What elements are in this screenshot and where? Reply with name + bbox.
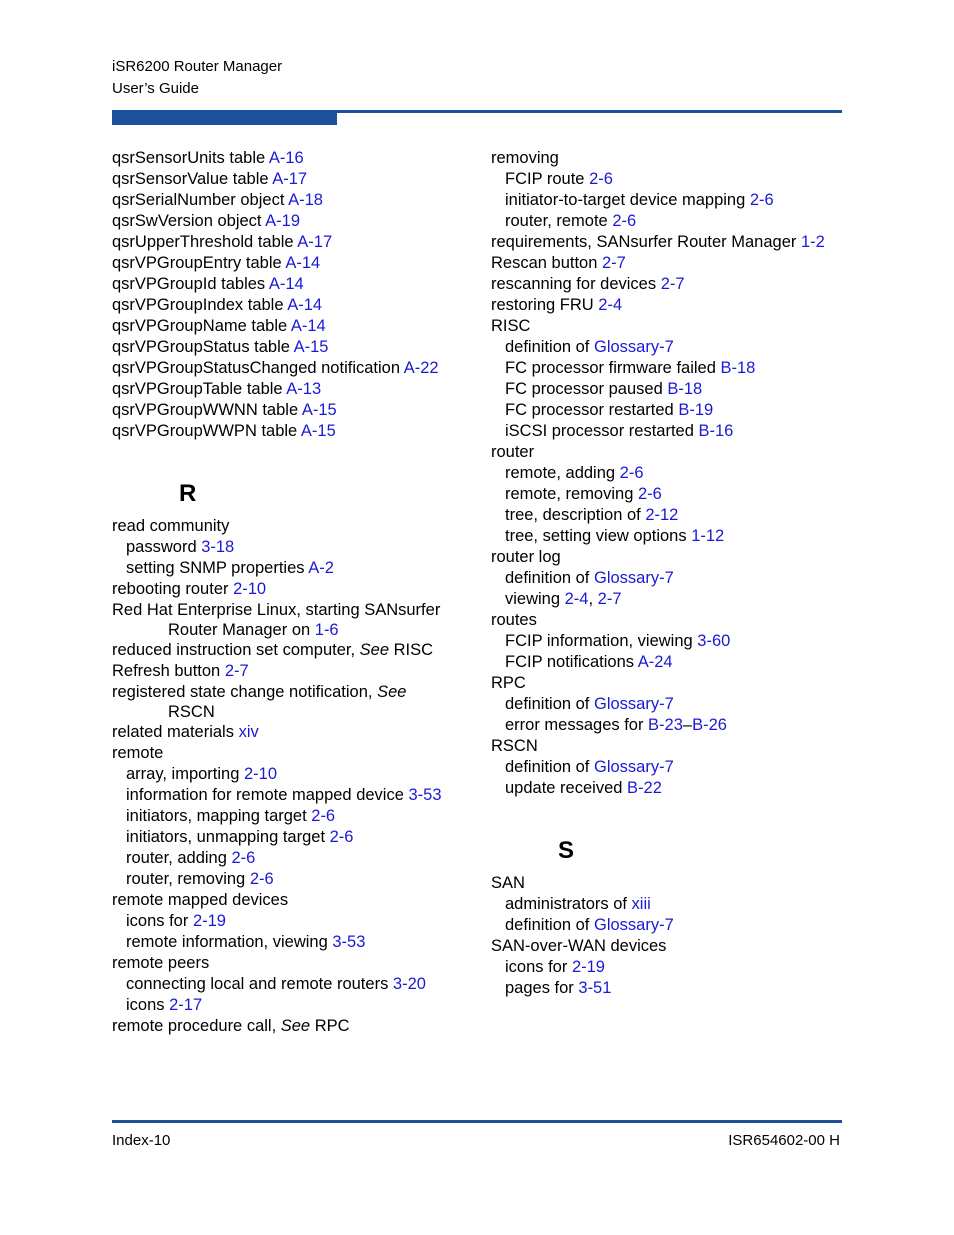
page-reference-link[interactable]: 3-53: [332, 933, 366, 951]
index-term-text: update received: [505, 779, 628, 797]
index-subentry: [491, 715, 851, 736]
index-entry: [491, 936, 851, 957]
index-subentry: [491, 978, 851, 999]
index-term-text: remote procedure call,: [112, 1017, 281, 1035]
index-entry: [112, 743, 482, 764]
header-product-name: iSR6200 Router Manager: [112, 58, 283, 75]
index-entry: [491, 736, 851, 757]
index-term-text: definition of: [505, 916, 594, 934]
index-term-text: router: [491, 443, 535, 461]
index-term-text: initiators, unmapping target: [126, 828, 330, 846]
index-entry: [112, 169, 482, 190]
index-term-text: Rescan button: [491, 254, 602, 272]
page-reference-link[interactable]: 2-17: [169, 996, 203, 1014]
section-letter-heading: R: [179, 480, 197, 507]
index-subentry: [491, 358, 851, 379]
index-term-text: initiators, mapping target: [126, 807, 312, 825]
index-term-text: qsrVPGroupName table: [112, 317, 291, 335]
index-entry: [112, 421, 482, 442]
index-term-text: remote: [112, 744, 164, 762]
index-term-text: –: [682, 716, 693, 734]
page-reference-link[interactable]: B-22: [627, 779, 662, 797]
index-entry: [112, 722, 482, 743]
page-reference-link[interactable]: B-19: [678, 401, 714, 419]
index-entry: [491, 148, 851, 169]
page-reference-link[interactable]: 2-6: [637, 485, 662, 503]
index-entry: [112, 516, 482, 537]
page-reference-link[interactable]: 2-19: [571, 958, 605, 976]
page-reference-link[interactable]: xiii: [631, 895, 651, 913]
index-subentry: [112, 911, 482, 932]
page-reference-link[interactable]: 1-6: [314, 621, 339, 639]
index-entry: [112, 890, 482, 911]
index-term-text: remote, removing: [505, 485, 638, 503]
index-term-text: viewing: [505, 590, 565, 608]
index-column-left: [112, 148, 482, 1037]
index-term-text: definition of: [505, 338, 594, 356]
index-term-text: RPC: [491, 674, 526, 692]
page-reference-link[interactable]: 2-6: [619, 464, 644, 482]
index-term-text: router, remote: [505, 212, 613, 230]
index-entry: [112, 640, 482, 661]
index-term-text: qsrSerialNumber object: [112, 191, 289, 209]
page-reference-link[interactable]: A-16: [268, 149, 304, 167]
index-term-text: read community: [112, 517, 230, 535]
index-term-text: connecting local and remote routers: [126, 975, 393, 993]
page-reference-link[interactable]: 2-6: [231, 849, 256, 867]
page-reference-link[interactable]: A-17: [272, 170, 308, 188]
index-term-text: icons for: [126, 912, 193, 930]
index-subentry: [112, 785, 482, 806]
page-reference-link[interactable]: A-24: [637, 653, 673, 671]
header-accent-block: [112, 110, 337, 125]
page-reference-link[interactable]: B-16: [698, 422, 734, 440]
index-term-text: qsrSensorUnits table: [112, 149, 269, 167]
index-term-text: qsrUpperThreshold table: [112, 233, 298, 251]
page-reference-link[interactable]: A-14: [268, 275, 304, 293]
index-term-text: routes: [491, 611, 537, 629]
index-entry: [112, 274, 482, 295]
page-reference-link[interactable]: 2-6: [612, 212, 637, 230]
page-reference-link[interactable]: A-2: [308, 559, 334, 577]
index-term-text: remote peers: [112, 954, 210, 972]
index-term-text: icons for: [505, 958, 572, 976]
page-reference-link[interactable]: 2-4: [564, 590, 589, 608]
index-entry: [491, 274, 851, 295]
index-term-text: RPC: [310, 1017, 350, 1035]
index-subentry: [491, 421, 851, 442]
index-term-text: qsrVPGroupId tables: [112, 275, 269, 293]
page-reference-link[interactable]: xiv: [238, 723, 259, 741]
index-term-text: remote, adding: [505, 464, 620, 482]
see-reference-text: See: [377, 683, 407, 701]
index-term-text: router, removing: [126, 870, 250, 888]
index-entry: [491, 253, 851, 274]
index-subentry: [491, 505, 851, 526]
index-term-text: initiator-to-target device mapping: [505, 191, 750, 209]
index-term-text: definition of: [505, 758, 594, 776]
section-spacer: [112, 508, 482, 516]
index-entry: [112, 400, 482, 421]
page-reference-link[interactable]: Glossary-7: [593, 338, 674, 356]
index-subentry: [491, 526, 851, 547]
index-term-text: RSCN: [491, 737, 538, 755]
footer-page-number: Index-10: [112, 1132, 171, 1149]
index-entry: [491, 295, 851, 316]
index-subentry: [491, 589, 851, 610]
page-reference-link[interactable]: 2-6: [329, 828, 354, 846]
page-reference-link[interactable]: B-18: [720, 359, 756, 377]
page-reference-link[interactable]: 3-51: [578, 979, 612, 997]
index-subentry: [491, 957, 851, 978]
index-entry: [112, 358, 482, 379]
page-reference-link[interactable]: 2-19: [192, 912, 226, 930]
index-term-text: password: [126, 538, 202, 556]
index-entry: [112, 379, 482, 400]
page-reference-link[interactable]: 2-10: [243, 765, 278, 783]
index-subentry: [491, 694, 851, 715]
index-subentry: [112, 869, 482, 890]
index-entry: [112, 1016, 482, 1037]
page-reference-link[interactable]: A-14: [287, 296, 323, 314]
index-subentry: [112, 806, 482, 827]
index-subentry: [491, 915, 851, 936]
index-entry-continuation: [112, 703, 482, 722]
index-subentry: [491, 400, 851, 421]
index-term-text: FCIP notifications: [505, 653, 638, 671]
index-term-text: iSCSI processor restarted: [505, 422, 699, 440]
page-reference-link[interactable]: 3-20: [392, 975, 426, 993]
page-reference-link[interactable]: 3-53: [408, 786, 442, 804]
index-term-text: tree, setting view options: [505, 527, 692, 545]
index-term-text: information for remote mapped device: [126, 786, 409, 804]
index-term-text: SAN-over-WAN devices: [491, 937, 667, 955]
page-reference-link[interactable]: B-18: [667, 380, 703, 398]
index-term-text: FC processor firmware failed: [505, 359, 721, 377]
index-term-text: Red Hat Enterprise Linux, starting SANsurfer: [112, 601, 441, 619]
page-reference-link[interactable]: A-14: [290, 317, 326, 335]
index-term-text: tree, description of: [505, 506, 646, 524]
index-entry: [112, 600, 482, 640]
page-reference-link[interactable]: A-14: [285, 254, 321, 272]
index-term-text: FC processor restarted: [505, 401, 679, 419]
index-entry-continuation: [112, 621, 482, 640]
page-reference-link[interactable]: 2-10: [233, 580, 267, 598]
index-term-text: related materials: [112, 723, 239, 741]
index-entry: [112, 211, 482, 232]
index-subentry: [491, 463, 851, 484]
index-term-text: qsrVPGroupStatusChanged notification: [112, 359, 404, 377]
index-term-text: RISC: [491, 317, 531, 335]
page-reference-link[interactable]: 3-60: [697, 632, 731, 650]
section-spacer: [112, 442, 482, 480]
index-term-text: array, importing: [126, 765, 244, 783]
index-subentry: [491, 652, 851, 673]
index-entry: [112, 953, 482, 974]
page-reference-link[interactable]: 2-6: [749, 191, 774, 209]
page-reference-link[interactable]: Glossary-7: [593, 758, 674, 776]
index-entry: [112, 682, 482, 722]
index-entry: [112, 579, 482, 600]
page-reference-link[interactable]: A-13: [286, 380, 322, 398]
page-reference-link[interactable]: Glossary-7: [593, 695, 674, 713]
page-reference-link[interactable]: A-17: [297, 233, 333, 251]
index-term-text: definition of: [505, 569, 594, 587]
index-entry: [112, 316, 482, 337]
index-entry: [491, 442, 851, 463]
page-reference-link[interactable]: 2-6: [589, 170, 613, 188]
index-subentry: [491, 484, 851, 505]
page-reference-link[interactable]: A-15: [300, 422, 336, 440]
index-term-text: qsrSensorValue table: [112, 170, 273, 188]
index-entry: [112, 295, 482, 316]
footer-rule: [112, 1120, 842, 1123]
page-reference-link[interactable]: 2-6: [249, 870, 274, 888]
index-subentry: [112, 764, 482, 785]
index-term-text: setting SNMP properties: [126, 559, 309, 577]
index-entry: [112, 232, 482, 253]
index-subentry: [491, 894, 851, 915]
index-subentry: [491, 169, 851, 190]
page-reference-link[interactable]: 2-12: [645, 506, 679, 524]
index-subentry: [112, 974, 482, 995]
index-entry: [112, 148, 482, 169]
index-subentry: [491, 568, 851, 589]
index-term-text: requirements, SANsurfer Router Manager: [491, 233, 801, 251]
footer-document-id: ISR654602-00 H: [728, 1132, 840, 1149]
index-subentry: [491, 211, 851, 232]
see-reference-text: See: [280, 1017, 311, 1035]
page-reference-link[interactable]: 3-18: [201, 538, 235, 556]
index-subentry: [491, 337, 851, 358]
page-reference-link[interactable]: A-18: [288, 191, 323, 209]
index-subentry: [112, 932, 482, 953]
index-entry: [491, 610, 851, 631]
page-reference-link[interactable]: Glossary-7: [593, 569, 674, 587]
index-term-text: definition of: [505, 695, 594, 713]
index-entry: [112, 190, 482, 211]
index-entry: [491, 232, 851, 253]
index-term-text: qsrVPGroupWWPN table: [112, 422, 301, 440]
index-term-text: router log: [491, 548, 561, 566]
index-term-text: router, adding: [126, 849, 232, 867]
index-term-text: qsrVPGroupWWNN table: [112, 401, 302, 419]
index-entry: [112, 661, 482, 682]
page-reference-link[interactable]: A-15: [301, 401, 337, 419]
index-subentry: [112, 827, 482, 848]
page-reference-link[interactable]: Glossary-7: [593, 916, 674, 934]
index-entry: [112, 337, 482, 358]
index-term-text: rebooting router: [112, 580, 234, 598]
index-entry: [112, 253, 482, 274]
page-reference-link[interactable]: 2-7: [224, 662, 249, 680]
index-term-text: removing: [491, 149, 559, 167]
index-term-text: registered state change notification,: [112, 683, 378, 701]
section-letter-heading: S: [558, 837, 575, 864]
index-term-text: Refresh button: [112, 662, 225, 680]
page-reference-link[interactable]: A-15: [293, 338, 329, 356]
index-subentry: [112, 558, 482, 579]
index-entry: [491, 673, 851, 694]
index-entry: [491, 316, 851, 337]
index-term-text: error messages for: [505, 716, 649, 734]
index-term-text: SAN: [491, 874, 525, 892]
index-subentry: [491, 778, 851, 799]
page-reference-link[interactable]: B-23: [648, 716, 683, 734]
index-term-text: FC processor paused: [505, 380, 668, 398]
see-reference-text: See: [359, 641, 389, 659]
index-term-text: qsrVPGroupIndex table: [112, 296, 288, 314]
index-term-text: icons: [126, 996, 170, 1014]
page-reference-link[interactable]: 2-7: [602, 254, 626, 272]
index-term-text: reduced instruction set computer,: [112, 641, 360, 659]
section-spacer: [491, 865, 851, 873]
index-subentry: [491, 190, 851, 211]
index-subentry: [112, 995, 482, 1016]
header-guide-name: User’s Guide: [112, 80, 199, 97]
index-subentry: [112, 537, 482, 558]
index-term-text: qsrVPGroupTable table: [112, 380, 287, 398]
index-entry: [491, 547, 851, 568]
index-entry: [491, 873, 851, 894]
index-term-text: ,: [588, 590, 598, 608]
page-reference-link[interactable]: B-26: [692, 716, 727, 734]
index-term-text: qsrSwVersion object: [112, 212, 266, 230]
index-subentry: [112, 848, 482, 869]
section-spacer: [491, 799, 851, 837]
index-term-text: qsrVPGroupEntry table: [112, 254, 286, 272]
index-subentry: [491, 379, 851, 400]
index-term-text: pages for: [505, 979, 579, 997]
page-reference-link[interactable]: 2-7: [597, 590, 622, 608]
index-term-text: qsrVPGroupStatus table: [112, 338, 294, 356]
index-term-text: administrators of: [505, 895, 632, 913]
page-reference-link[interactable]: 2-4: [598, 296, 623, 314]
index-subentry: [491, 631, 851, 652]
index-term-text: FCIP route: [505, 170, 590, 188]
page-reference-link[interactable]: 1-2: [800, 233, 825, 251]
index-term-text: Router Manager on: [168, 621, 315, 639]
index-term-text: RSCN: [168, 703, 215, 721]
page-reference-link[interactable]: 1-12: [691, 527, 725, 545]
index-term-text: remote information, viewing: [126, 933, 333, 951]
index-subentry: [491, 757, 851, 778]
index-term-text: RISC: [389, 641, 434, 659]
index-term-text: rescanning for devices: [491, 275, 661, 293]
page-reference-link[interactable]: A-22: [403, 359, 439, 377]
page-reference-link[interactable]: A-19: [265, 212, 301, 230]
page-reference-link[interactable]: 2-7: [660, 275, 685, 293]
index-term-text: FCIP information, viewing: [505, 632, 698, 650]
index-column-right: [491, 148, 851, 999]
page-reference-link[interactable]: 2-6: [311, 807, 336, 825]
index-term-text: restoring FRU: [491, 296, 599, 314]
index-term-text: remote mapped devices: [112, 891, 289, 909]
